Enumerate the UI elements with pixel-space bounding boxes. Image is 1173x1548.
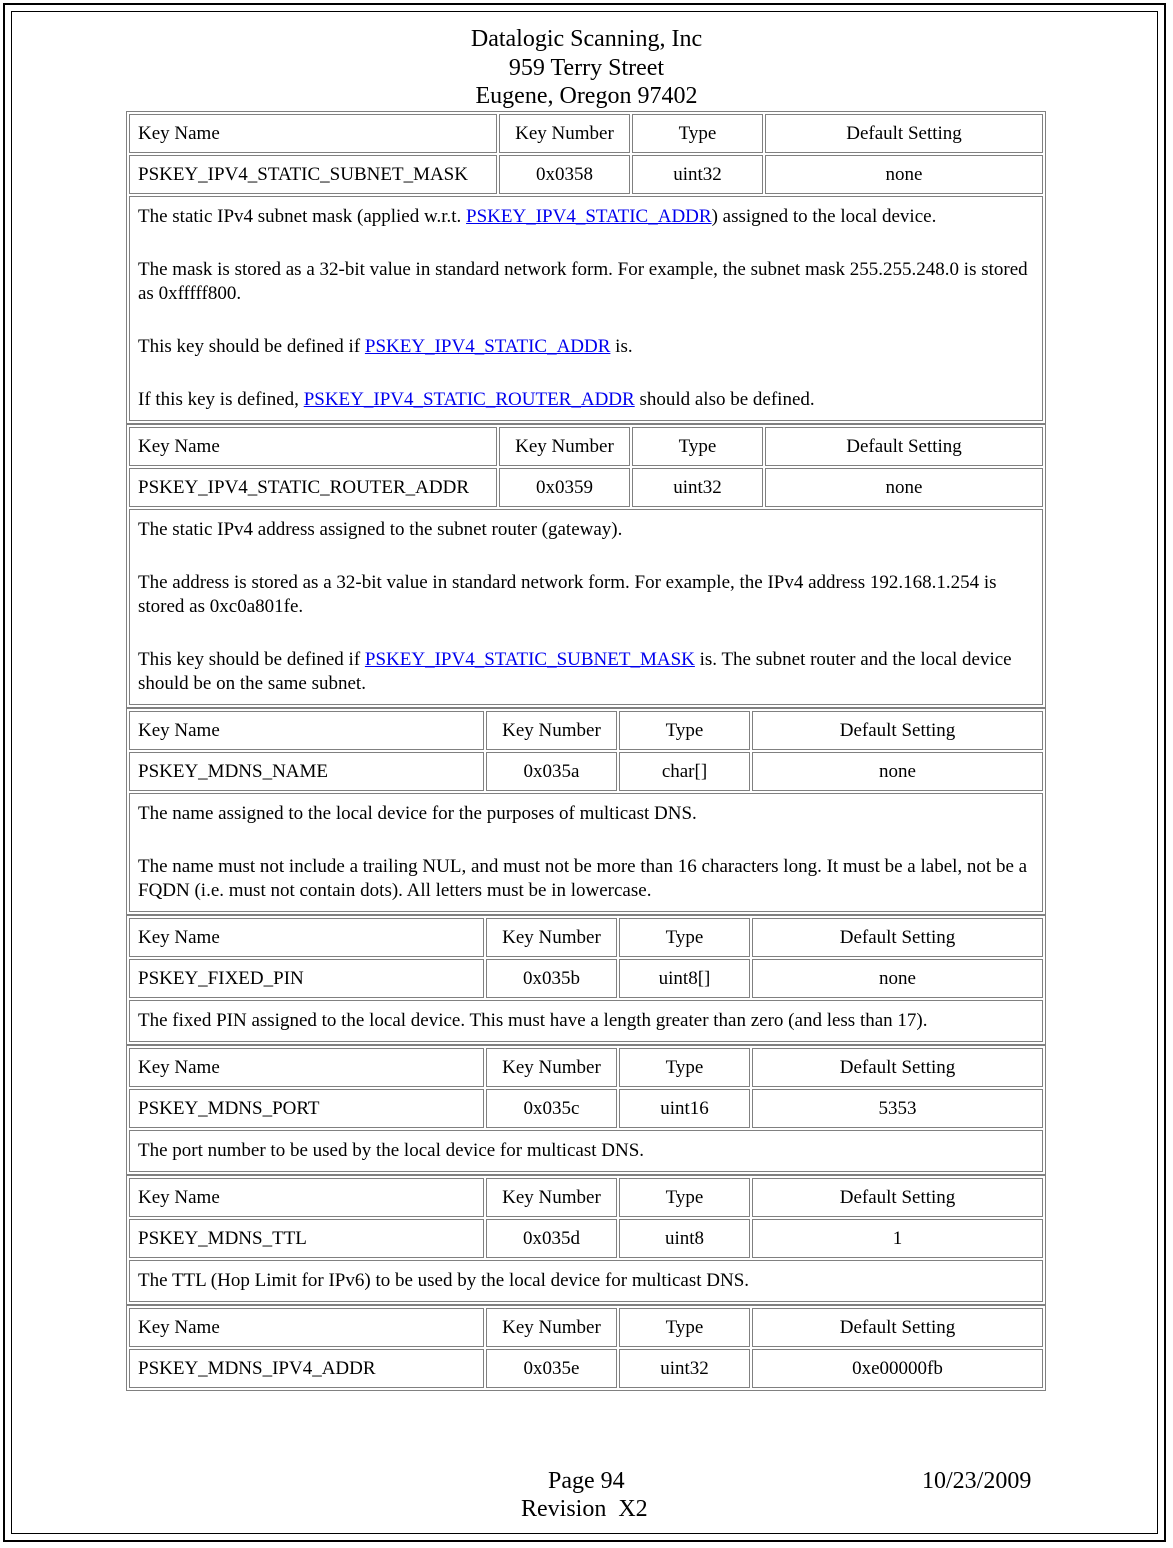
default-setting-header: Default Setting	[765, 114, 1043, 153]
record-header-row	[129, 711, 1043, 750]
default-setting-header: Default Setting	[765, 427, 1043, 466]
desc-text: The name assigned to the local device for the purposes of multicast DNS.	[138, 803, 697, 824]
record-value-row	[129, 1219, 1043, 1258]
desc-text: The port number to be used by the local device for multicast DNS.	[138, 1140, 645, 1161]
pskey-record	[126, 708, 1046, 915]
record-header-row	[129, 114, 1043, 153]
desc-text: is.	[610, 336, 633, 357]
record-description-row	[129, 1130, 1043, 1172]
key-name-value: PSKEY_IPV4_STATIC_SUBNET_MASK	[129, 155, 497, 194]
default-setting-header: Default Setting	[752, 918, 1043, 957]
key-name-value: PSKEY_MDNS_TTL	[129, 1219, 484, 1258]
pskey-records	[126, 111, 1046, 1391]
type-value: uint32	[632, 468, 763, 507]
record-description-row	[129, 196, 1043, 421]
revision-label: Revision X2	[521, 1496, 648, 1522]
desc-text: The fixed PIN assigned to the local device. This must have a length greater than zero (and less than 17).	[138, 1010, 928, 1031]
key-name-value: PSKEY_MDNS_IPV4_ADDR	[129, 1349, 484, 1388]
record-header-row	[129, 1048, 1043, 1087]
key-name-header: Key Name	[129, 1178, 484, 1217]
key-number-header: Key Number	[486, 1048, 617, 1087]
key-number-value: 0x035b	[486, 959, 617, 998]
key-name-value: PSKEY_MDNS_PORT	[129, 1089, 484, 1128]
type-value: uint32	[632, 155, 763, 194]
key-number-value: 0x0358	[499, 155, 630, 194]
type-header: Type	[632, 114, 763, 153]
desc-text: should also be defined.	[634, 389, 815, 410]
record-value-row	[129, 1349, 1043, 1388]
desc-text: The mask is stored as a 32-bit value in standard network form. For example, the subnet mask 255.255.248.0 is stored as 0xfffff800.	[138, 259, 1028, 304]
default-setting-header: Default Setting	[752, 711, 1043, 750]
key-number-value: 0x035e	[486, 1349, 617, 1388]
desc-text: The TTL (Hop Limit for IPv6) to be used by the local device for multicast DNS.	[138, 1270, 750, 1291]
record-header-row	[129, 1308, 1043, 1347]
record-value-row	[129, 468, 1043, 507]
key-number-header: Key Number	[486, 1308, 617, 1347]
pskey-ipv4-static-router-addr-link[interactable]: PSKEY_IPV4_STATIC_ROUTER_ADDR	[303, 389, 635, 410]
pskey-record	[126, 1045, 1046, 1175]
default-setting-header: Default Setting	[752, 1178, 1043, 1217]
pskey-record	[126, 915, 1046, 1045]
desc-text: The static IPv4 address assigned to the subnet router (gateway).	[138, 519, 623, 540]
record-value-row	[129, 752, 1043, 791]
record-value-row	[129, 959, 1043, 998]
pskey-ipv4-static-addr-link[interactable]: PSKEY_IPV4_STATIC_ADDR	[466, 206, 712, 227]
type-value: uint32	[619, 1349, 750, 1388]
desc-text: The static IPv4 subnet mask (applied w.r.t.	[138, 206, 467, 227]
type-header: Type	[619, 1048, 750, 1087]
key-number-header: Key Number	[499, 427, 630, 466]
default-setting-value: 0xe00000fb	[752, 1349, 1043, 1388]
record-description	[129, 509, 1043, 705]
record-description	[129, 793, 1043, 912]
record-header-row	[129, 918, 1043, 957]
company-city: Eugene, Oregon 97402	[475, 83, 698, 109]
default-setting-header: Default Setting	[752, 1048, 1043, 1087]
desc-text: ) assigned to the local device.	[711, 206, 937, 227]
page-number: Page 94	[548, 1468, 625, 1494]
record-description-row	[129, 1000, 1043, 1042]
company-street: 959 Terry Street	[508, 54, 665, 81]
desc-text: This key should be defined if	[138, 649, 365, 670]
type-header: Type	[619, 918, 750, 957]
key-name-header: Key Name	[129, 1308, 484, 1347]
key-name-header: Key Name	[129, 1048, 484, 1087]
default-setting-value: 5353	[752, 1089, 1043, 1128]
pskey-record	[126, 1305, 1046, 1391]
letterhead	[0, 25, 1173, 111]
type-value: uint8	[619, 1219, 750, 1258]
document-date: 10/23/2009	[922, 1468, 1032, 1494]
key-number-header: Key Number	[499, 114, 630, 153]
key-name-header: Key Name	[129, 114, 497, 153]
type-header: Type	[619, 1308, 750, 1347]
type-header: Type	[632, 427, 763, 466]
key-number-value: 0x0359	[499, 468, 630, 507]
key-number-value: 0x035c	[486, 1089, 617, 1128]
record-value-row	[129, 155, 1043, 194]
default-setting-value: none	[765, 155, 1043, 194]
record-description	[129, 1260, 1043, 1302]
key-name-header: Key Name	[129, 711, 484, 750]
key-number-header: Key Number	[486, 711, 617, 750]
key-name-value: PSKEY_IPV4_STATIC_ROUTER_ADDR	[129, 468, 497, 507]
desc-text: is. The subnet router and the local device should be on the same subnet.	[138, 649, 1012, 694]
key-number-header: Key Number	[486, 1178, 617, 1217]
desc-text: The address is stored as a 32-bit value in standard network form. For example, the IPv4 address 192.168.1.254 is stored as 0xc0a801fe.	[138, 572, 997, 617]
key-number-value: 0x035d	[486, 1219, 617, 1258]
company-name: Datalogic Scanning, Inc	[470, 26, 703, 52]
desc-text: If this key is defined,	[138, 389, 304, 410]
record-header-row	[129, 1178, 1043, 1217]
key-name-value: PSKEY_FIXED_PIN	[129, 959, 484, 998]
record-header-row	[129, 427, 1043, 466]
type-header: Type	[619, 711, 750, 750]
default-setting-header: Default Setting	[752, 1308, 1043, 1347]
key-number-value: 0x035a	[486, 752, 617, 791]
pskey-ipv4-static-addr-link[interactable]: PSKEY_IPV4_STATIC_ADDR	[364, 336, 611, 357]
type-value: uint16	[619, 1089, 750, 1128]
pskey-ipv4-static-subnet-mask-link[interactable]: PSKEY_IPV4_STATIC_SUBNET_MASK	[364, 649, 695, 670]
default-setting-value: none	[752, 752, 1043, 791]
record-description	[129, 1000, 1043, 1042]
record-description-row	[129, 509, 1043, 705]
record-value-row	[129, 1089, 1043, 1128]
key-name-value: PSKEY_MDNS_NAME	[129, 752, 484, 791]
key-name-header: Key Name	[129, 918, 484, 957]
desc-text: The name must not include a trailing NUL, and must not be more than 16 characters long. It must be a label, not be a FQDN (i.e. must not contain dots). All letters must be in lowercase.	[138, 856, 1028, 901]
record-description-row	[129, 1260, 1043, 1302]
pskey-record	[126, 1175, 1046, 1305]
desc-text: This key should be defined if	[138, 336, 365, 357]
record-description-row	[129, 793, 1043, 912]
default-setting-value: none	[752, 959, 1043, 998]
default-setting-value: none	[765, 468, 1043, 507]
pskey-record	[126, 111, 1046, 424]
record-description	[129, 196, 1043, 421]
key-number-header: Key Number	[486, 918, 617, 957]
default-setting-value: 1	[752, 1219, 1043, 1258]
type-value: uint8[]	[619, 959, 750, 998]
type-header: Type	[619, 1178, 750, 1217]
type-value: char[]	[619, 752, 750, 791]
pskey-record	[126, 424, 1046, 708]
key-name-header: Key Name	[129, 427, 497, 466]
record-description	[129, 1130, 1043, 1172]
